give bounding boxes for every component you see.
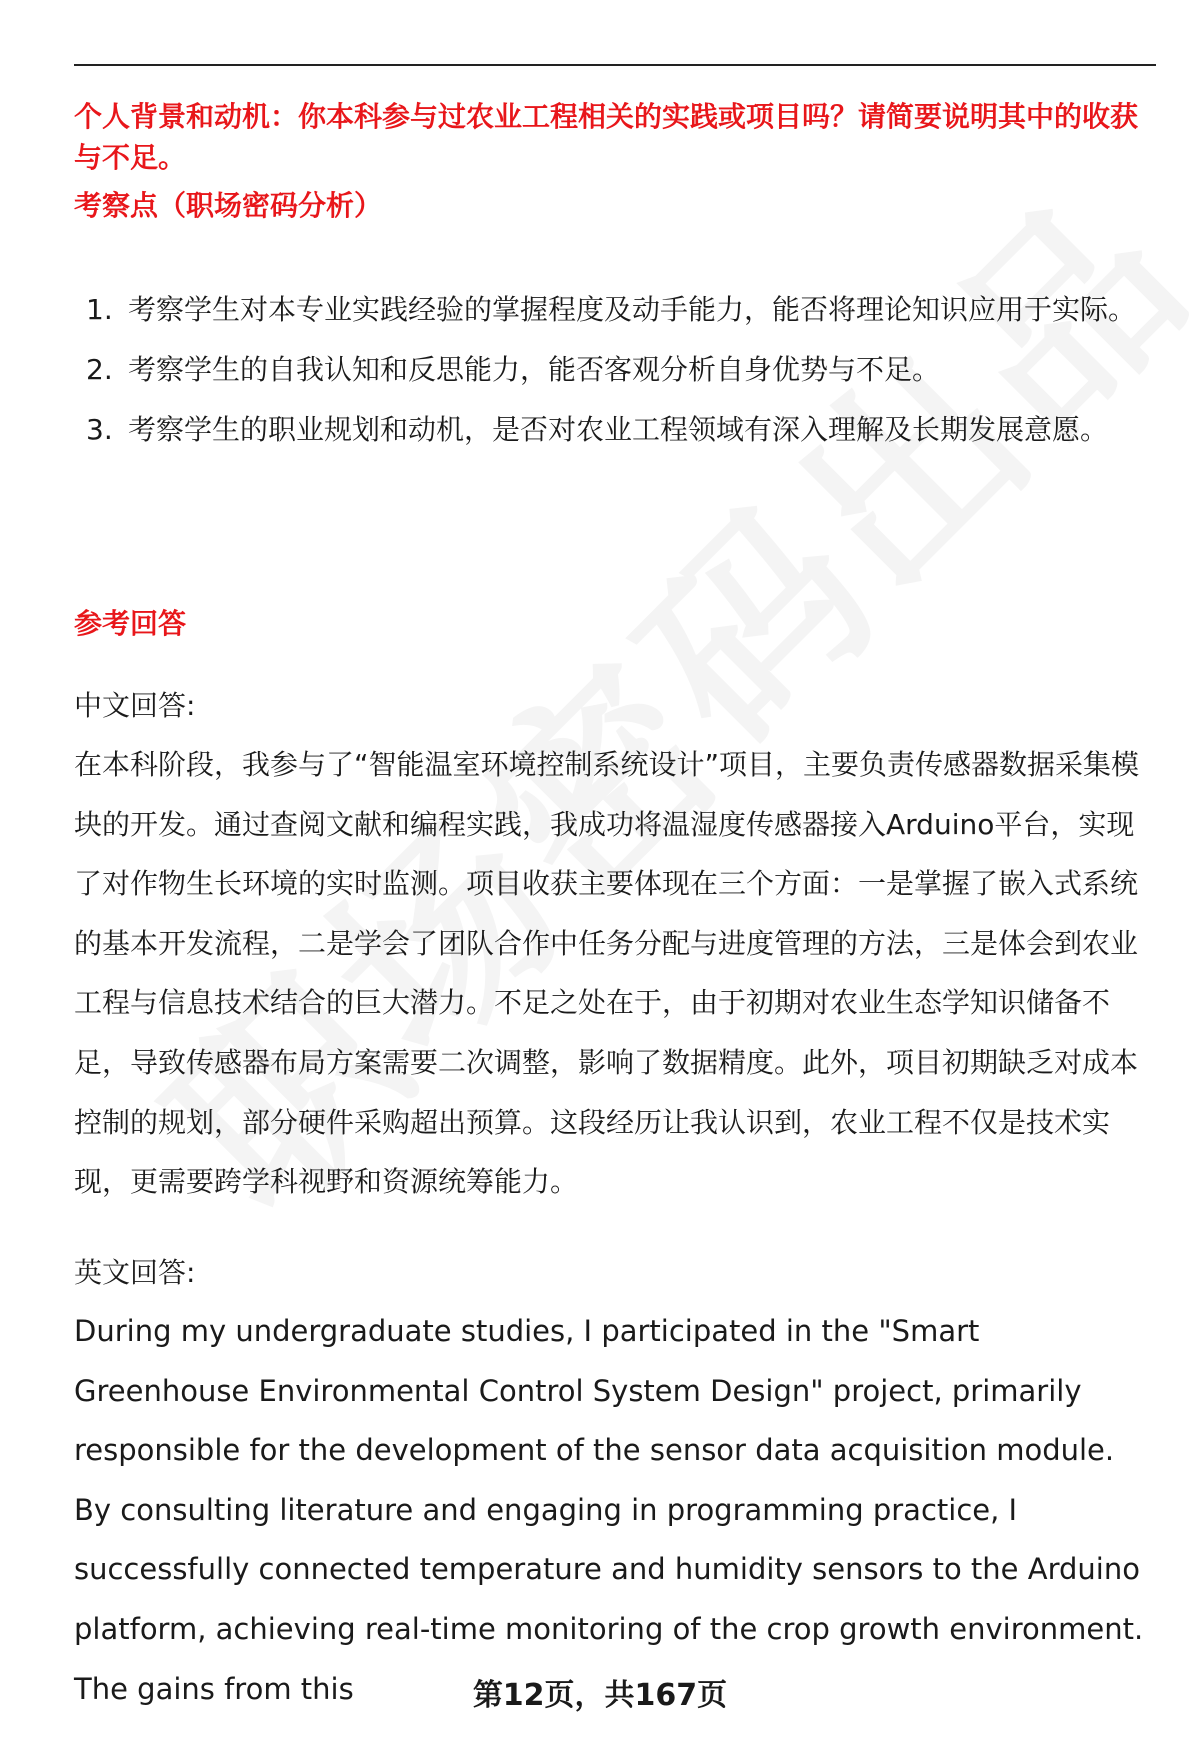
english-answer-text: During my undergraduate studies, I participated in the "Smart Greenhouse Environmental Control System Design" project, primarily responsible for the development of the sensor data acquisition module. By consulting literature and engaging in programming practice, I successfully connected temperature and humidity sensors to the Arduino platform, achieving real-time monitoring of the crop growth environment. The gains from this <box>74 1314 1144 1706</box>
chinese-answer-text: 在本科阶段，我参与了“智能温室环境控制系统设计”项目，主要负责传感器数据采集模块的开发。通过查阅文献和编程实践，我成功将温湿度传感器接入Arduino平台，实现了对作物生长环境的实时监测。项目收获主要体现在三个方面：一是掌握了嵌入式系统的基本开发流程，二是学会了团队合作中任务分配与进度管理的方法，三是体会到农业工程与信息技术结合的巨大潜力。不足之处在于，由于初期对农业生态学知识储备不足，导致传感器布局方案需要二次调整，影响了数据精度。此外，项目初期缺乏对成本控制的规划，部分硬件采购超出预算。这段经历让我认识到，农业工程不仅是技术实现，更需要跨学科视野和资源统筹能力。 <box>74 748 1140 1199</box>
list-item <box>74 400 1156 460</box>
top-divider <box>74 64 1156 66</box>
focus-list <box>74 280 1156 460</box>
list-number: 1. <box>86 293 113 326</box>
list-text: 考察学生的职业规划和动机，是否对农业工程领域有深入理解及长期发展意愿。 <box>128 413 1109 446</box>
list-number: 3. <box>86 413 113 446</box>
list-number: 2. <box>86 353 113 386</box>
question-title: 个人背景和动机：你本科参与过农业工程相关的实践或项目吗？请简要说明其中的收获与不足。 <box>74 100 1139 174</box>
list-text: 考察学生的自我认知和反思能力，能否客观分析自身优势与不足。 <box>128 353 941 386</box>
list-item <box>74 280 1156 340</box>
english-answer-label: 英文回答: <box>74 1256 196 1289</box>
chinese-answer-label: 中文回答: <box>74 689 196 722</box>
list-text: 考察学生对本专业实践经验的掌握程度及动手能力，能否将理论知识应用于实际。 <box>128 293 1137 326</box>
page-number: 第12页，共167页 <box>472 1678 728 1713</box>
answer-section-title: 参考回答 <box>74 607 187 640</box>
focus-section-title: 考察点（职场密码分析） <box>74 189 383 222</box>
list-item <box>74 340 1156 400</box>
